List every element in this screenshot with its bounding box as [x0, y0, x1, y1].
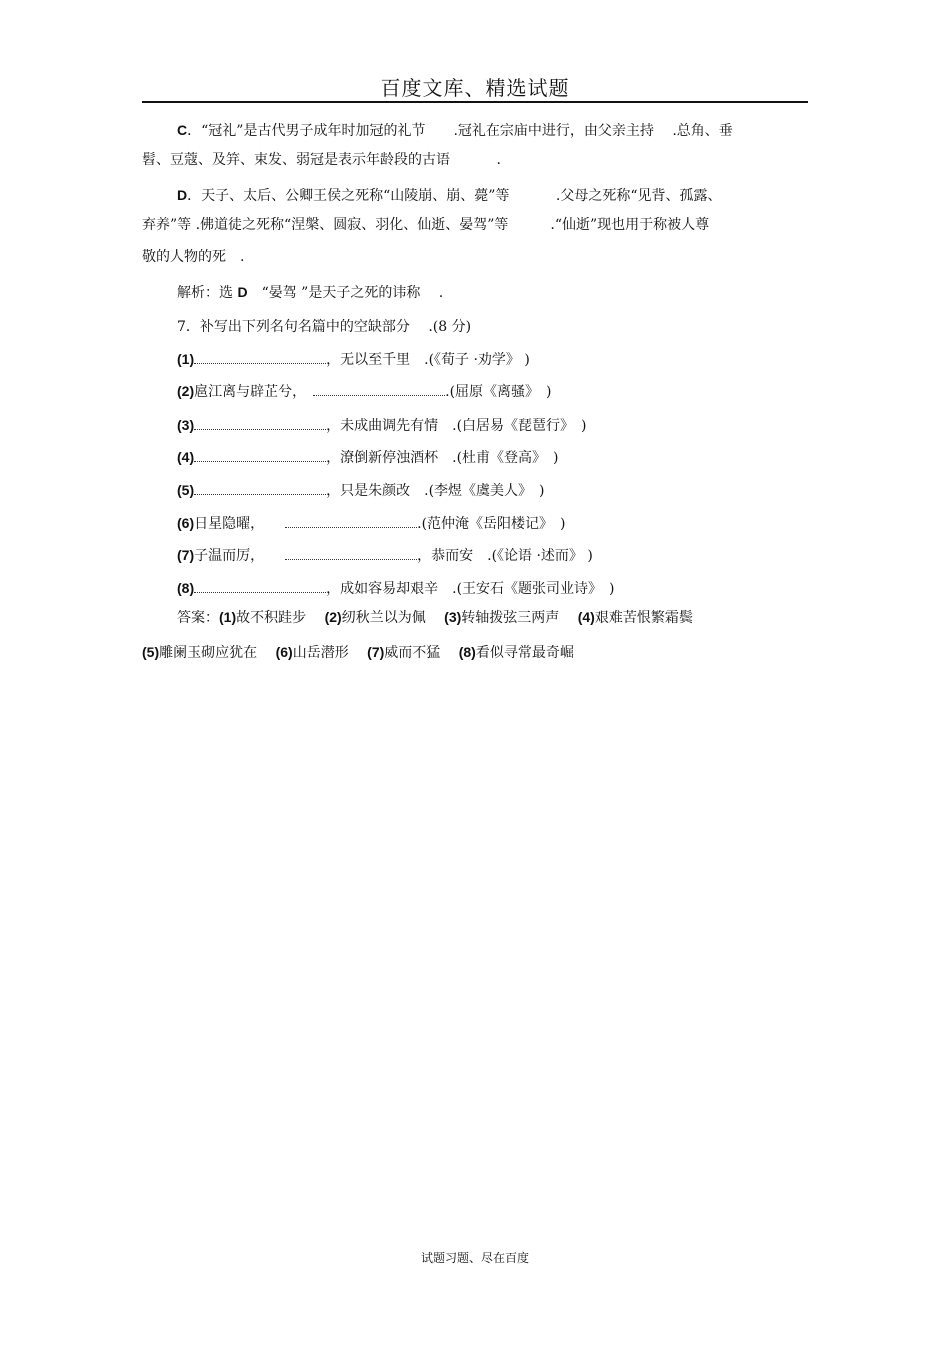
question-item-6: (6)日星隐曜， .(范仲淹《岳阳楼记》 ) [177, 515, 566, 532]
answer-blank [194, 580, 326, 593]
answers-line-1: 答案：(1)故不积跬步 (2)纫秋兰以为佩 (3)转轴拨弦三两声 (4)艰难苦恨繁霜鬓 [177, 609, 693, 626]
option-d-line-2: 弃养”等 .佛道徒之死称“涅槃、圆寂、羽化、仙逝、晏驾”等 .“仙逝”现也用于称被人尊 [142, 217, 710, 233]
answer-blank [194, 449, 326, 462]
answer-blank [194, 482, 326, 495]
answer-blank [285, 515, 417, 528]
answer-blank [194, 351, 326, 364]
option-d-label: D [177, 187, 188, 203]
page-header-title: 百度文库、精选试题 [380, 76, 570, 100]
analysis: 解析：选 D “晏驾 ”是天子之死的讳称 . [177, 284, 444, 301]
question-item-5: (5) ，只是朱颜改 .(李煜《虞美人》 ) [177, 482, 545, 499]
page-footer: 试题习题、尽在百度 [420, 1251, 529, 1265]
answer-blank [194, 417, 326, 430]
option-d-line-1: D．天子、太后、公卿王侯之死称“山陵崩、崩、薨”等 .父母之死称“见背、孤露、 [177, 187, 722, 204]
question-7-title: 7．补写出下列名句名篇中的空缺部分 .(8 分) [177, 319, 472, 335]
answer-blank [313, 383, 445, 396]
question-item-3: (3) ，未成曲调先有情 .(白居易《琵琶行》 ) [177, 417, 587, 434]
option-d-line-3: 敬的人物的死 . [142, 249, 245, 265]
header-rule [142, 101, 808, 103]
question-item-1: (1) ，无以至千里 .(《荀子 ·劝学》 ) [177, 351, 530, 368]
answer-blank [285, 547, 417, 560]
option-c-line-1: C．“冠礼”是古代男子成年时加冠的礼节 .冠礼在宗庙中进行，由父亲主持 .总角、垂 [177, 122, 733, 139]
question-item-4: (4) ，潦倒新停浊酒杯 .(杜甫《登高》 ) [177, 449, 559, 466]
question-item-7: (7)子温而厉， ，恭而安 .(《论语 ·述而》 ) [177, 547, 593, 564]
answers-line-2: (5)雕阑玉砌应犹在 (6)山岳潜形 (7)威而不猛 (8)看似寻常最奇崛 [142, 644, 574, 661]
option-c-label: C [177, 122, 188, 138]
question-item-8: (8) ，成如容易却艰辛 .(王安石《题张司业诗》 ) [177, 580, 615, 597]
option-c-line-2: 髫、豆蔻、及笄、束发、弱冠是表示年龄段的古语 . [142, 152, 501, 168]
question-item-2: (2)扈江离与辟芷兮， .(屈原《离骚》 ) [177, 383, 552, 400]
analysis-answer: D [237, 284, 248, 300]
